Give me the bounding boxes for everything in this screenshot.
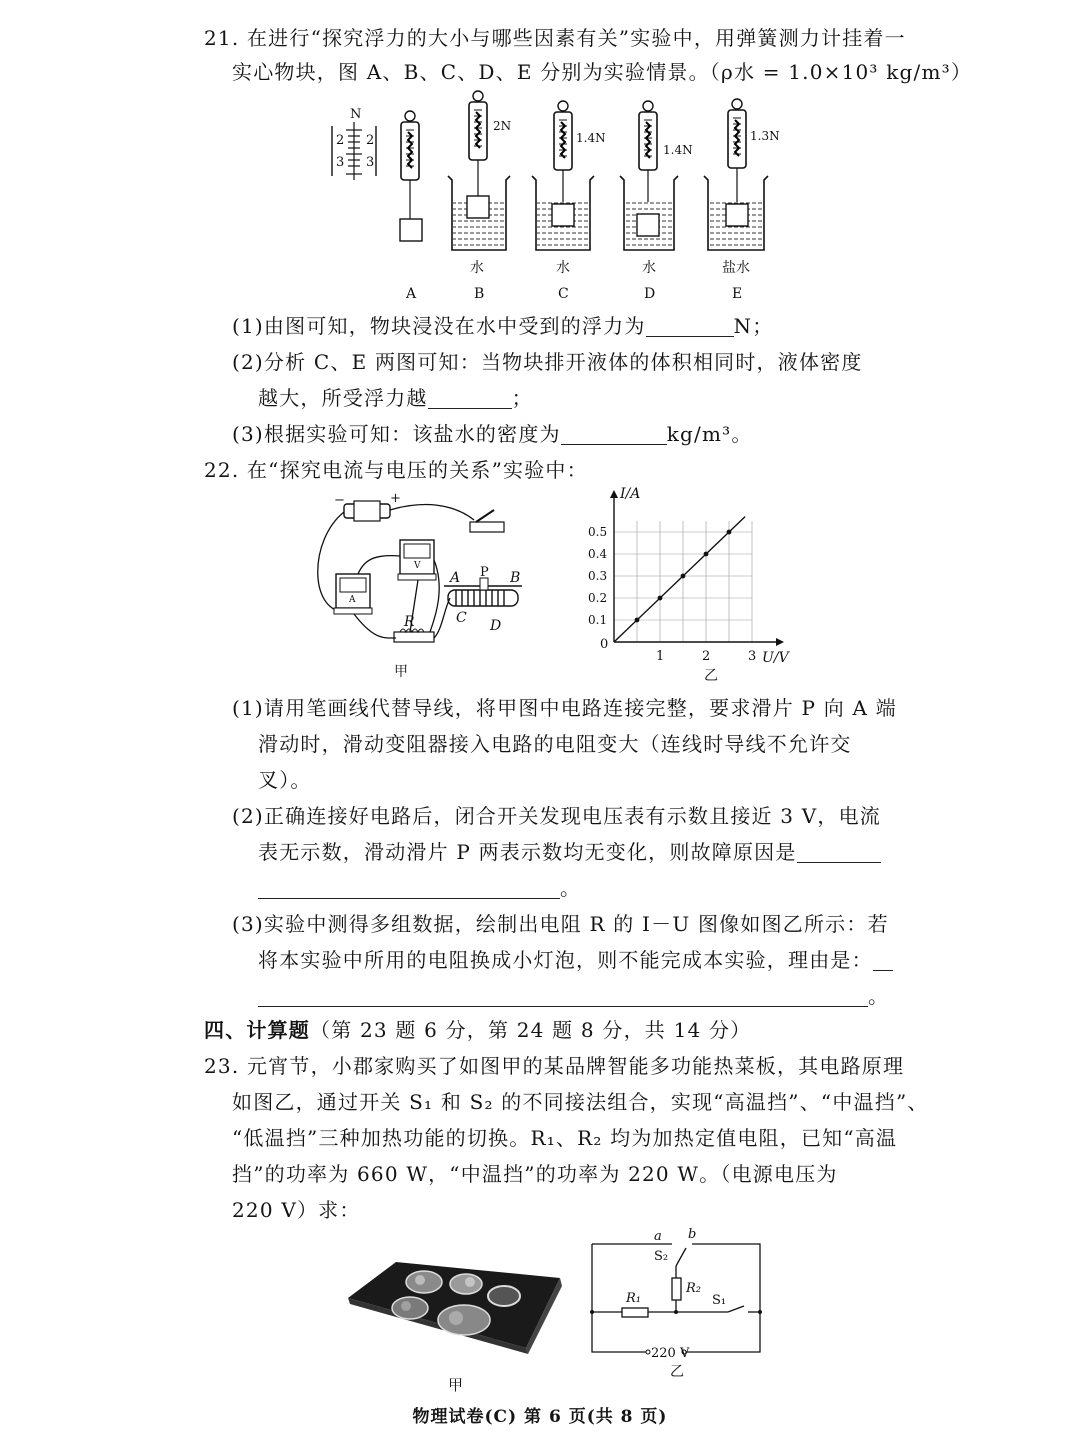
scale-left-mark-3: 3 bbox=[336, 155, 345, 170]
scale-legend bbox=[332, 107, 376, 180]
x-axis-arrow bbox=[776, 638, 784, 646]
panel-d-letter: D bbox=[644, 286, 656, 302]
y-axis-arrow bbox=[610, 490, 618, 498]
graph-grid bbox=[614, 521, 752, 642]
x-tick-label: 2 bbox=[702, 649, 711, 664]
q21-part2-end: ； bbox=[511, 386, 533, 410]
y-tick-label: 0.3 bbox=[588, 569, 608, 583]
q21-part3-blank[interactable] bbox=[561, 422, 667, 445]
q21-part1-text: (1)由图可知，物块浸没在水中受到的浮力为 bbox=[232, 314, 646, 338]
resistor-label: R bbox=[404, 614, 415, 630]
page-footer: 物理试卷(C) 第 6 页(共 8 页) bbox=[412, 1407, 668, 1427]
y-tick-label: 0.4 bbox=[588, 547, 608, 561]
switch-s1-label: S₁ bbox=[712, 1293, 727, 1308]
scale-right-mark-3: 3 bbox=[366, 155, 375, 170]
ammeter-label: A bbox=[349, 595, 356, 605]
rheostat-a: A bbox=[450, 570, 461, 586]
panel-d bbox=[620, 101, 693, 302]
data-point bbox=[635, 618, 640, 623]
q21-part2-text: 越大，所受浮力越 bbox=[258, 386, 428, 410]
panel-e-reading: 1.3N bbox=[750, 129, 780, 143]
rheostat-d: D bbox=[490, 618, 502, 634]
x-tick-label: 3 bbox=[748, 649, 757, 664]
section4-note: （第 23 题 6 分，第 24 题 8 分，共 14 分） bbox=[310, 1018, 752, 1042]
q22-iu-graph bbox=[586, 484, 806, 684]
heating-plate-image bbox=[346, 1256, 566, 1356]
q22-part2-text: 表无示数，滑动滑片 P 两表示数均无变化，则故障原因是 bbox=[258, 840, 797, 864]
q21-part1-unit: N； bbox=[733, 314, 774, 338]
resistor-r1-label: R₁ bbox=[626, 1291, 641, 1306]
q22-circuit-jia bbox=[314, 490, 544, 690]
y-tick-label: 0.2 bbox=[588, 591, 608, 605]
q22-part3-line1: (3)实验中测得多组数据，绘制出电阻 R 的 I－U 图像如图乙所示：若 bbox=[232, 912, 889, 936]
q21-part2-line1: (2)分析 C、E 两图可知：当物块排开液体的体积相同时，液体密度 bbox=[232, 350, 863, 374]
q21-stem-line1: 21. 在进行“探究浮力的大小与哪些因素有关”实验中，用弹簧测力计挂着一 bbox=[204, 26, 906, 50]
q21-part1 bbox=[232, 312, 773, 340]
data-point bbox=[727, 530, 732, 535]
switch-a-label: a bbox=[654, 1229, 662, 1244]
q22-stem: 22. 在“探究电流与电压的关系”实验中： bbox=[204, 458, 588, 482]
switch-s2-label: S₂ bbox=[654, 1249, 669, 1264]
q22-part2-blank-b[interactable] bbox=[258, 876, 560, 899]
panel-c-reading: 1.4N bbox=[576, 131, 606, 145]
q23-line1: 23. 元宵节，小郡家购买了如图甲的某品牌智能多功能热菜板，其电路原理 bbox=[204, 1054, 905, 1078]
q23-fig-yi-caption: 乙 bbox=[670, 1364, 684, 1380]
panel-b-letter: B bbox=[474, 286, 485, 302]
panel-b-reading: 2N bbox=[493, 119, 512, 133]
panel-c-liquid: 水 bbox=[556, 260, 570, 276]
q22-part1-line3: 叉）。 bbox=[258, 768, 312, 792]
q22-part3-blank-a[interactable] bbox=[873, 948, 893, 971]
q22-part3-line2 bbox=[258, 946, 893, 974]
section4-title: 四、计算题 bbox=[204, 1018, 310, 1042]
resistor-r2-label: R₂ bbox=[686, 1281, 701, 1296]
panel-c-letter: C bbox=[558, 286, 569, 302]
q21-part2-line2 bbox=[258, 384, 533, 412]
q21-part3 bbox=[232, 420, 753, 448]
q22-part1-line1: (1)请用笔画线代替导线，将甲图中电路连接完整，要求滑片 P 向 A 端 bbox=[232, 696, 897, 720]
panel-b bbox=[448, 91, 511, 302]
q21-part1-blank[interactable] bbox=[646, 314, 734, 337]
q23-line5: 220 V）求： bbox=[232, 1198, 361, 1222]
panel-b-liquid: 水 bbox=[470, 260, 484, 276]
q22-part3-blank-b[interactable] bbox=[258, 984, 868, 1007]
battery-minus: − bbox=[334, 493, 345, 508]
q22-part2-blank-a[interactable] bbox=[797, 840, 881, 863]
section4-heading bbox=[204, 1016, 751, 1044]
q23-line3: “低温挡”三种加热功能的切换。R₁、R₂ 均为加热定值电阻，已知“高温 bbox=[232, 1126, 898, 1150]
fig-jia-caption: 甲 bbox=[394, 664, 408, 680]
rheostat-p: P bbox=[480, 565, 489, 580]
panel-a bbox=[400, 111, 422, 302]
origin-label: 0 bbox=[600, 637, 609, 652]
q21-part2-blank[interactable] bbox=[428, 386, 512, 409]
scale-right-mark-2: 2 bbox=[366, 133, 375, 148]
voltmeter-label: V bbox=[414, 561, 421, 571]
y-tick-label: 0.1 bbox=[588, 613, 608, 627]
q22-part3-text: 将本实验中所用的电阻换成小灯泡，则不能完成本实验，理由是： bbox=[258, 948, 873, 972]
switch-b-label: b bbox=[688, 1227, 697, 1242]
panel-d-reading: 1.4N bbox=[663, 143, 693, 157]
q21-buoyancy-figure bbox=[320, 86, 800, 306]
x-tick-label: 1 bbox=[656, 649, 665, 664]
q22-part2-end: 。 bbox=[560, 876, 582, 900]
q21-stem-line2: 实心物块，图 A、B、C、D、E 分别为实验情景。（ρ水 = 1.0×10³ kg/m³） bbox=[232, 60, 973, 84]
q23-line4: 挡”的功率为 660 W，“中温挡”的功率为 220 W。（电源电压为 bbox=[232, 1162, 838, 1186]
y-tick-label: 0.5 bbox=[588, 525, 608, 539]
panel-c bbox=[532, 101, 606, 302]
q23-circuit-yi bbox=[588, 1226, 768, 1380]
q22-part2-line3 bbox=[258, 874, 581, 902]
panel-e-liquid: 盐水 bbox=[722, 260, 750, 276]
supply-voltage: 220 V bbox=[651, 1346, 690, 1361]
rheostat-c: C bbox=[456, 610, 467, 626]
q23-fig-jia-caption: 甲 bbox=[448, 1376, 464, 1394]
y-axis-label: I/A bbox=[620, 486, 641, 502]
panel-e bbox=[704, 99, 780, 302]
q21-part3-unit: kg/m³。 bbox=[666, 422, 753, 446]
q22-part3-line3 bbox=[258, 982, 889, 1010]
panel-a-letter: A bbox=[406, 286, 417, 302]
rheostat-b: B bbox=[510, 570, 521, 586]
scale-left-mark-2: 2 bbox=[336, 133, 345, 148]
panel-e-letter: E bbox=[732, 286, 743, 302]
q21-part3-text: (3)根据实验可知：该盐水的密度为 bbox=[232, 422, 561, 446]
series-line-r bbox=[614, 517, 745, 642]
data-point bbox=[704, 552, 709, 557]
q22-part2-line2 bbox=[258, 838, 881, 866]
panel-d-liquid: 水 bbox=[642, 260, 656, 276]
x-axis-label: U/V bbox=[762, 650, 789, 666]
q23-line2: 如图乙，通过开关 S₁ 和 S₂ 的不同接法组合，实现“高温挡”、“中温挡”、 bbox=[232, 1090, 929, 1114]
battery-plus: + bbox=[390, 491, 401, 506]
q22-part3-end: 。 bbox=[868, 984, 890, 1008]
q22-part1-line2: 滑动时，滑动变阻器接入电路的电阻变大（连线时导线不允许交 bbox=[258, 732, 852, 756]
fig-yi-caption: 乙 bbox=[704, 668, 718, 684]
q22-part2-line1: (2)正确连接好电路后，闭合开关发现电压表有示数且接近 3 V，电流 bbox=[232, 804, 882, 828]
scale-unit-label: N bbox=[350, 107, 362, 122]
data-point bbox=[681, 574, 686, 579]
data-point bbox=[658, 596, 663, 601]
